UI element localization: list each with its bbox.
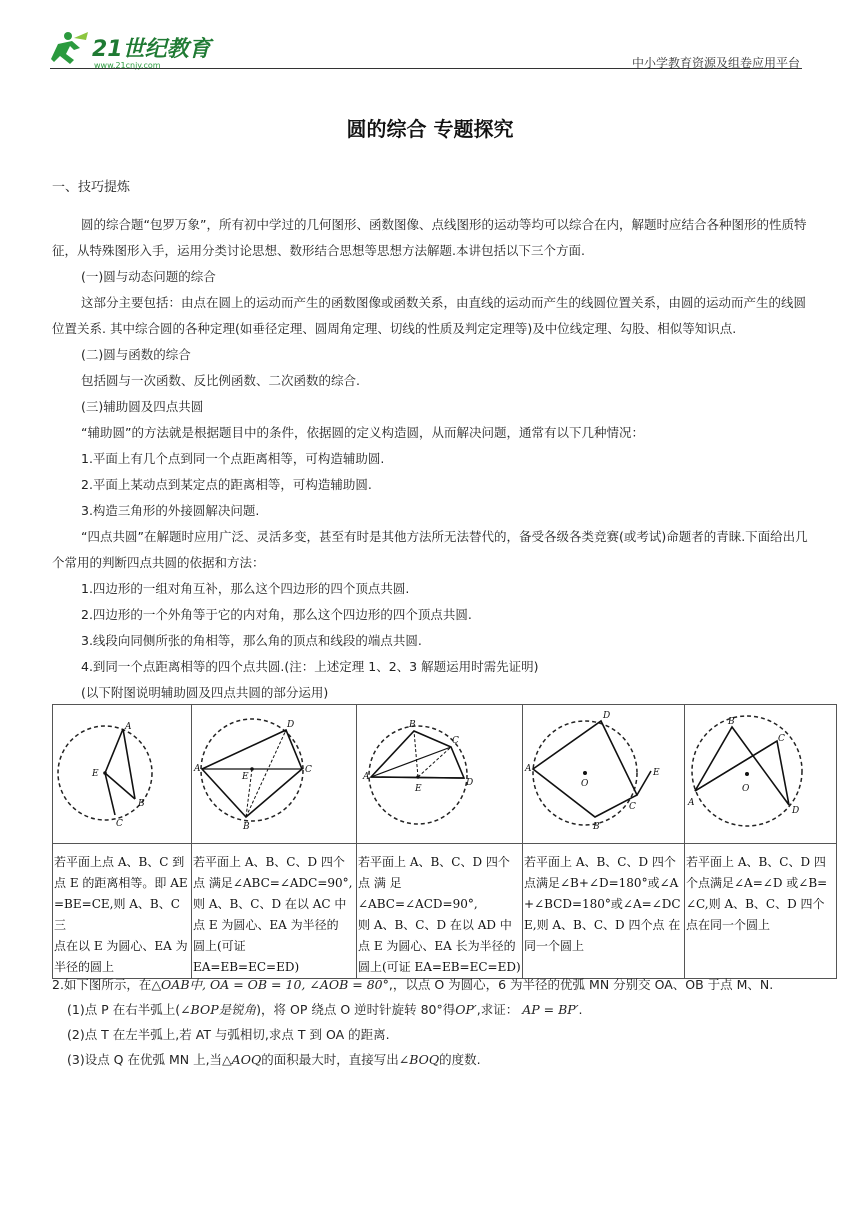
- label-d: D: [466, 778, 474, 788]
- figure-cell-5: [685, 705, 837, 844]
- question-1: (1)点 P 在右半弧上(∠BOP是锐角)，将 OP 绕点 O 逆时针旋转 80°得OP′,求证： AP = BP′.: [67, 1002, 583, 1017]
- label-a: A: [194, 764, 201, 774]
- figure-note: (以下附图说明辅助圆及四点共圆的部分运用): [81, 685, 329, 700]
- aux-case-3: 3.构造三角形的外接圆解决问题.: [81, 503, 260, 518]
- method-2: 2.四边形的一个外角等于它的内对角，那么这个四边形的四个顶点共圆.: [81, 607, 472, 622]
- label-b: B: [593, 822, 600, 832]
- figure-caption-5: 若平面上 A、B、C、D 四 个点满足∠A=∠D 或∠B= ∠C,则 A、B、C、D 四个 点在同一个圆上: [685, 844, 837, 979]
- runner-icon: [51, 32, 88, 64]
- label-e: E: [415, 784, 422, 794]
- method-3: 3.线段向同侧所张的角相等，那么角的顶点和线段的端点共圆.: [81, 633, 422, 648]
- label-c: C: [778, 734, 785, 744]
- label-a: A: [688, 798, 695, 808]
- figure-cell-2: [192, 705, 357, 844]
- figure-cell-4: [523, 705, 685, 844]
- logo-url: www.21cnjy.com: [94, 61, 161, 70]
- label-a: A: [125, 722, 132, 732]
- intro-block: [52, 212, 808, 706]
- intro-paragraph: 圆的综合题“包罗万象”，所有初中学过的几何图形、函数图像、点线图形的运动等均可以综合在内，解题时应结合各种图形的性质特征，从特殊图形入手，运用分类讨论思想、数形结合思想等思想方法解题.本讲包括以下三个方面.: [52, 217, 807, 258]
- figure-2-diagram: [192, 705, 357, 839]
- figure-5-diagram: [685, 705, 837, 839]
- part3-heading: (三)辅助圆及四点共圆: [81, 399, 204, 414]
- question-2: (2)点 T 在左半弧上,若 AT 与弧相切,求点 T 到 OA 的距离.: [67, 1027, 390, 1042]
- figure-row: [53, 705, 837, 844]
- label-o: O: [742, 784, 750, 794]
- figure-caption-2: 若平面上 A、B、C、D 四个 点 满足∠ABC=∠ADC=90°, 则 A、B、C、D 在以 AC 中 点 E 为圆心、EA 为半径的 圆上(可证 EA=EB=EC=ED): [192, 844, 357, 979]
- label-c: C: [629, 802, 636, 812]
- label-b: B: [409, 720, 416, 730]
- problem-2: [52, 972, 812, 1072]
- figure-caption-3: 若平面上 A、B、C、D 四个 点 满 足∠ABC=∠ACD=90°, 则 A、B、C、D 在以 AD 中 点 E 为圆心、EA 长为半径的 圆上(可证 EA=EB=EC=ED): [357, 844, 523, 979]
- section-heading: 一、技巧提炼: [52, 180, 131, 195]
- label-c: C: [452, 736, 459, 746]
- part3-paragraph: “辅助圆”的方法就是根据题目中的条件，依据圆的定义构造圆，从而解决问题，通常有以下几种情况：: [81, 425, 644, 440]
- label-b: B: [138, 799, 145, 809]
- page-header: [50, 28, 802, 72]
- label-b: B: [243, 822, 250, 832]
- figure-3-diagram: [357, 705, 523, 839]
- header-divider: [50, 68, 802, 69]
- label-a: A: [525, 764, 532, 774]
- label-c: C: [305, 765, 312, 775]
- label-e: E: [92, 769, 99, 779]
- figure-cell-1: [53, 705, 192, 844]
- label-o: O: [581, 779, 589, 789]
- problem-stem: 2.如下图所示，在△OAB中, OA = OB = 10, ∠AOB = 80°,，以点 O 为圆心，6 为半径的优弧 MN 分别交 OA、OB 于点 M、N.: [52, 977, 774, 992]
- label-d: D: [603, 711, 611, 721]
- figure-table: [52, 704, 837, 979]
- part1-paragraph: 这部分主要包括：由点在圆上的运动而产生的函数图像或函数关系，由直线的运动而产生的线圆位置关系，由圆的运动而产生的线圆位置关系. 其中综合圆的各种定理(如垂径定理、圆周角定理、切线的性质及判定定理等)及中位线定理、勾股、相似等知识点.: [52, 295, 807, 336]
- method-4: 4.到同一个点距离相等的四个点共圆.(注：上述定理 1、2、3 解题运用时需先证明): [81, 659, 539, 674]
- question-3: (3)设点 Q 在优弧 MN 上,当△AOQ的面积最大时，直接写出∠BOQ的度数.: [67, 1052, 481, 1067]
- logo-text: 21世纪教育: [92, 37, 211, 62]
- four-point-paragraph: “四点共圆”在解题时应用广泛、灵活多变，甚至有时是其他方法所无法替代的，备受各级各类竞赛(或考试)命题者的青睐.下面给出几个常用的判断四点共圆的依据和方法：: [52, 529, 808, 570]
- figure-caption-1: 若平面上点 A、B、C 到 点 E 的距离相等。即 AE =BE=CE,则 A、B、C 三 点在以 E 为圆心、EA 为 半径的圆上: [53, 844, 192, 979]
- label-c: C: [116, 819, 123, 829]
- label-b: B: [728, 717, 735, 727]
- figure-caption-4: 若平面上 A、B、C、D 四个 点满足∠B+∠D=180°或∠A +∠BCD=180°或∠A=∠DC E,则 A、B、C、D 四个点 在 同一个圆上: [523, 844, 685, 979]
- site-logo: [50, 28, 240, 72]
- label-a: A: [363, 772, 370, 782]
- aux-case-2: 2.平面上某动点到某定点的距离相等，可构造辅助圆.: [81, 477, 372, 492]
- method-1: 1.四边形的一组对角互补，那么这个四边形的四个顶点共圆.: [81, 581, 410, 596]
- label-e: E: [242, 772, 249, 782]
- part2-paragraph: 包括圆与一次函数、反比例函数、二次函数的综合.: [81, 373, 360, 388]
- platform-tagline: 中小学教育资源及组卷应用平台: [631, 56, 800, 70]
- figure-cell-3: [357, 705, 523, 844]
- caption-row: [53, 844, 837, 979]
- aux-case-1: 1.平面上有几个点到同一个点距离相等，可构造辅助圆.: [81, 451, 385, 466]
- label-d: D: [287, 720, 295, 730]
- label-d: D: [792, 806, 800, 816]
- figure-4-diagram: [523, 705, 685, 839]
- label-e: E: [653, 768, 660, 778]
- page-title: 圆的综合 专题探究: [346, 117, 514, 141]
- figure-1-diagram: [53, 705, 192, 839]
- part2-heading: (二)圆与函数的综合: [81, 347, 191, 362]
- part1-heading: (一)圆与动态问题的综合: [81, 269, 216, 284]
